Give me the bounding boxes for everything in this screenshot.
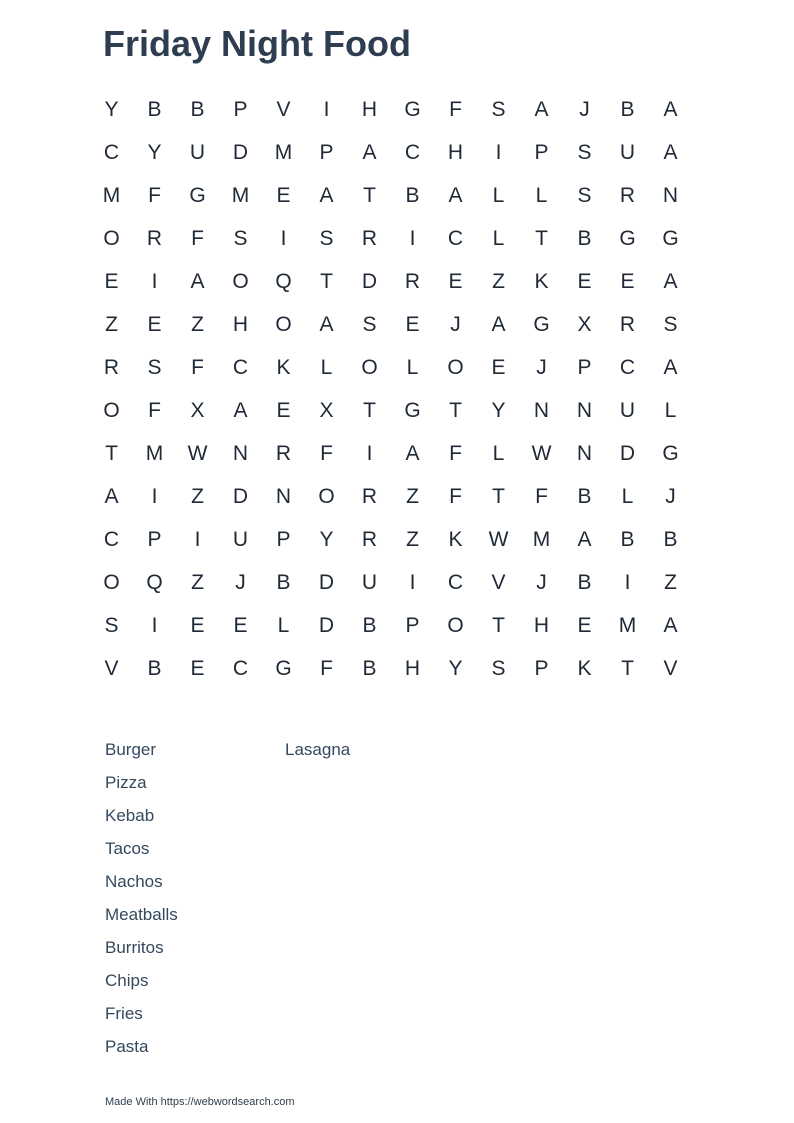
grid-cell: B	[663, 527, 678, 551]
grid-cell: E	[491, 355, 506, 379]
grid-cell: C	[447, 226, 464, 250]
grid-cell: Z	[191, 312, 204, 336]
grid-cell: K	[448, 527, 463, 551]
grid-cell: L	[664, 398, 677, 422]
grid-cell: H	[404, 656, 421, 680]
grid-cell: U	[232, 527, 249, 551]
grid-cell: G	[533, 312, 550, 336]
grid-cell: L	[492, 441, 505, 465]
grid-cell: B	[147, 656, 162, 680]
grid-cell: J	[235, 570, 246, 594]
grid-cell: J	[579, 97, 590, 121]
grid-cell: V	[663, 656, 678, 680]
grid-cell: B	[577, 570, 592, 594]
page-title: Friday Night Food	[103, 23, 411, 64]
grid-cell: R	[361, 484, 378, 508]
word-list-item: Pizza	[105, 773, 147, 792]
grid-cell: A	[577, 527, 592, 551]
grid-cell: V	[104, 656, 119, 680]
grid-cell: I	[280, 226, 287, 250]
grid-cell: A	[233, 398, 248, 422]
grid-cell: I	[409, 570, 416, 594]
grid-cell: F	[148, 398, 161, 422]
grid-cell: L	[621, 484, 634, 508]
grid-cell: A	[104, 484, 119, 508]
grid-cell: M	[274, 140, 293, 164]
word-list-column-1	[105, 733, 178, 1063]
grid-cell: S	[491, 97, 506, 121]
grid-cell: Y	[491, 398, 506, 422]
grid-cell: G	[275, 656, 292, 680]
grid-cell: O	[361, 355, 378, 379]
grid-cell: D	[232, 140, 249, 164]
grid-cell: A	[663, 140, 678, 164]
word-list-item: Burger	[105, 740, 157, 759]
grid-cell: E	[147, 312, 162, 336]
grid-cell: I	[151, 484, 158, 508]
grid-cell: B	[147, 97, 162, 121]
grid-cell: O	[447, 355, 464, 379]
grid-cell: A	[534, 97, 549, 121]
grid-cell: S	[104, 613, 119, 637]
grid-cell: J	[536, 570, 547, 594]
grid-cell: R	[275, 441, 292, 465]
grid-cell: H	[232, 312, 249, 336]
grid-cell: T	[621, 656, 634, 680]
grid-cell: B	[620, 97, 635, 121]
grid-cell: X	[190, 398, 205, 422]
grid-cell: A	[362, 140, 377, 164]
word-list-item: Pasta	[105, 1037, 149, 1056]
grid-cell: T	[492, 613, 505, 637]
grid-cell: N	[576, 398, 593, 422]
grid-cell: O	[318, 484, 335, 508]
word-list-item: Meatballs	[105, 905, 178, 924]
grid-cell: Z	[191, 570, 204, 594]
grid-cell: J	[536, 355, 547, 379]
grid-cell: I	[409, 226, 416, 250]
grid-cell: E	[104, 269, 119, 293]
grid-cell: C	[619, 355, 636, 379]
word-list-item: Burritos	[105, 938, 164, 957]
grid-cell: O	[103, 398, 120, 422]
grid-cell: R	[103, 355, 120, 379]
grid-cell: B	[190, 97, 205, 121]
grid-cell: B	[362, 613, 377, 637]
grid-cell: S	[362, 312, 377, 336]
grid-cell: A	[448, 183, 463, 207]
grid-cell: C	[404, 140, 421, 164]
word-list-item: Lasagna	[285, 740, 351, 759]
grid-cell: P	[405, 613, 420, 637]
grid-cell: P	[534, 656, 549, 680]
grid-cell: F	[449, 441, 462, 465]
grid-cell: G	[404, 97, 421, 121]
grid-cell: Y	[448, 656, 463, 680]
grid-cell: T	[535, 226, 548, 250]
word-list-column-2	[285, 733, 350, 766]
grid-cell: H	[361, 97, 378, 121]
grid-cell: T	[320, 269, 333, 293]
grid-cell: C	[447, 570, 464, 594]
grid-cell: H	[533, 613, 550, 637]
grid-cell: P	[534, 140, 549, 164]
grid-cell: D	[318, 570, 335, 594]
grid-cell: A	[405, 441, 420, 465]
grid-cell: C	[103, 527, 120, 551]
grid-cell: E	[577, 269, 592, 293]
grid-cell: A	[663, 269, 678, 293]
grid-cell: F	[191, 355, 204, 379]
grid-cell: R	[361, 226, 378, 250]
grid-cell: M	[532, 527, 551, 551]
grid-cell: F	[191, 226, 204, 250]
grid-cell: G	[189, 183, 206, 207]
grid-cell: O	[447, 613, 464, 637]
grid-cell: D	[318, 613, 335, 637]
grid-cell: P	[319, 140, 334, 164]
grid-cell: D	[361, 269, 378, 293]
grid-cell: B	[577, 484, 592, 508]
letter-grid	[90, 88, 692, 690]
grid-cell: L	[406, 355, 419, 379]
grid-cell: A	[319, 183, 334, 207]
grid-cell: F	[320, 441, 333, 465]
grid-cell: Z	[191, 484, 204, 508]
grid-cell: M	[145, 441, 164, 465]
grid-cell: I	[194, 527, 201, 551]
grid-cell: C	[232, 656, 249, 680]
grid-cell: J	[665, 484, 676, 508]
grid-cell: S	[233, 226, 248, 250]
grid-cell: A	[663, 355, 678, 379]
grid-cell: Y	[104, 97, 119, 121]
grid-cell: R	[361, 527, 378, 551]
grid-cell: O	[103, 570, 120, 594]
grid-cell: E	[620, 269, 635, 293]
grid-cell: O	[275, 312, 292, 336]
grid-cell: F	[148, 183, 161, 207]
grid-cell: A	[663, 613, 678, 637]
word-list-item: Tacos	[105, 839, 150, 858]
grid-cell: U	[361, 570, 378, 594]
grid-cell: I	[151, 269, 158, 293]
grid-cell: C	[103, 140, 120, 164]
grid-cell: N	[576, 441, 593, 465]
grid-cell: I	[366, 441, 373, 465]
grid-cell: T	[492, 484, 505, 508]
grid-cell: U	[189, 140, 206, 164]
grid-cell: K	[276, 355, 291, 379]
grid-cell: L	[492, 183, 505, 207]
grid-cell: L	[277, 613, 290, 637]
grid-cell: N	[662, 183, 679, 207]
grid-cell: S	[491, 656, 506, 680]
grid-cell: Q	[146, 570, 163, 594]
grid-cell: R	[404, 269, 421, 293]
grid-cell: Z	[492, 269, 505, 293]
word-list-item: Kebab	[105, 806, 155, 825]
grid-cell: I	[323, 97, 330, 121]
grid-cell: G	[662, 226, 679, 250]
grid-cell: E	[405, 312, 420, 336]
grid-cell: N	[232, 441, 249, 465]
grid-cell: H	[447, 140, 464, 164]
grid-cell: E	[190, 613, 205, 637]
grid-cell: U	[619, 140, 636, 164]
grid-cell: E	[190, 656, 205, 680]
grid-cell: R	[619, 183, 636, 207]
grid-cell: Z	[664, 570, 677, 594]
grid-cell: Z	[105, 312, 118, 336]
grid-cell: D	[232, 484, 249, 508]
grid-cell: U	[619, 398, 636, 422]
grid-cell: P	[233, 97, 248, 121]
grid-cell: M	[618, 613, 637, 637]
grid-cell: W	[531, 441, 552, 465]
grid-cell: F	[320, 656, 333, 680]
grid-cell: N	[275, 484, 292, 508]
grid-cell: B	[620, 527, 635, 551]
grid-cell: G	[662, 441, 679, 465]
grid-cell: L	[492, 226, 505, 250]
grid-cell: L	[535, 183, 548, 207]
grid-cell: A	[491, 312, 506, 336]
grid-cell: T	[449, 398, 462, 422]
grid-cell: T	[105, 441, 118, 465]
grid-cell: Q	[275, 269, 292, 293]
grid-cell: P	[577, 355, 592, 379]
grid-cell: E	[276, 398, 291, 422]
grid-cell: V	[276, 97, 291, 121]
grid-cell: B	[362, 656, 377, 680]
grid-cell: W	[488, 527, 509, 551]
grid-cell: F	[535, 484, 548, 508]
grid-cell: C	[232, 355, 249, 379]
grid-cell: I	[151, 613, 158, 637]
grid-cell: A	[190, 269, 205, 293]
grid-cell: J	[450, 312, 461, 336]
grid-cell: M	[231, 183, 250, 207]
grid-cell: Y	[319, 527, 334, 551]
grid-cell: D	[619, 441, 636, 465]
grid-cell: P	[147, 527, 162, 551]
grid-cell: K	[534, 269, 549, 293]
word-list-item: Fries	[105, 1004, 143, 1023]
grid-cell: S	[577, 183, 592, 207]
grid-cell: N	[533, 398, 550, 422]
grid-cell: Z	[406, 527, 419, 551]
grid-cell: F	[449, 484, 462, 508]
grid-cell: V	[491, 570, 506, 594]
grid-cell: P	[276, 527, 291, 551]
grid-cell: B	[276, 570, 291, 594]
grid-cell: K	[577, 656, 592, 680]
word-list-item: Chips	[105, 971, 149, 990]
grid-cell: O	[232, 269, 249, 293]
grid-cell: B	[405, 183, 420, 207]
grid-cell: Y	[147, 140, 162, 164]
grid-cell: E	[577, 613, 592, 637]
grid-cell: T	[363, 398, 376, 422]
grid-cell: R	[619, 312, 636, 336]
footer-credit: Made With https://webwordsearch.com	[105, 1096, 295, 1108]
grid-cell: G	[404, 398, 421, 422]
grid-cell: F	[449, 97, 462, 121]
grid-cell: E	[276, 183, 291, 207]
grid-cell: L	[320, 355, 333, 379]
word-list-item: Nachos	[105, 872, 163, 891]
grid-cell: I	[495, 140, 502, 164]
grid-cell: E	[233, 613, 248, 637]
grid-cell: S	[663, 312, 678, 336]
grid-cell: E	[448, 269, 463, 293]
grid-cell: S	[147, 355, 162, 379]
grid-cell: W	[187, 441, 208, 465]
grid-cell: R	[146, 226, 163, 250]
grid-cell: B	[577, 226, 592, 250]
grid-cell: I	[624, 570, 631, 594]
grid-cell: A	[319, 312, 334, 336]
grid-cell: O	[103, 226, 120, 250]
grid-cell: Z	[406, 484, 419, 508]
grid-cell: M	[102, 183, 121, 207]
grid-cell: G	[619, 226, 636, 250]
grid-cell: X	[577, 312, 592, 336]
grid-cell: S	[577, 140, 592, 164]
grid-cell: A	[663, 97, 678, 121]
grid-cell: X	[319, 398, 334, 422]
grid-cell: S	[319, 226, 334, 250]
grid-cell: T	[363, 183, 376, 207]
